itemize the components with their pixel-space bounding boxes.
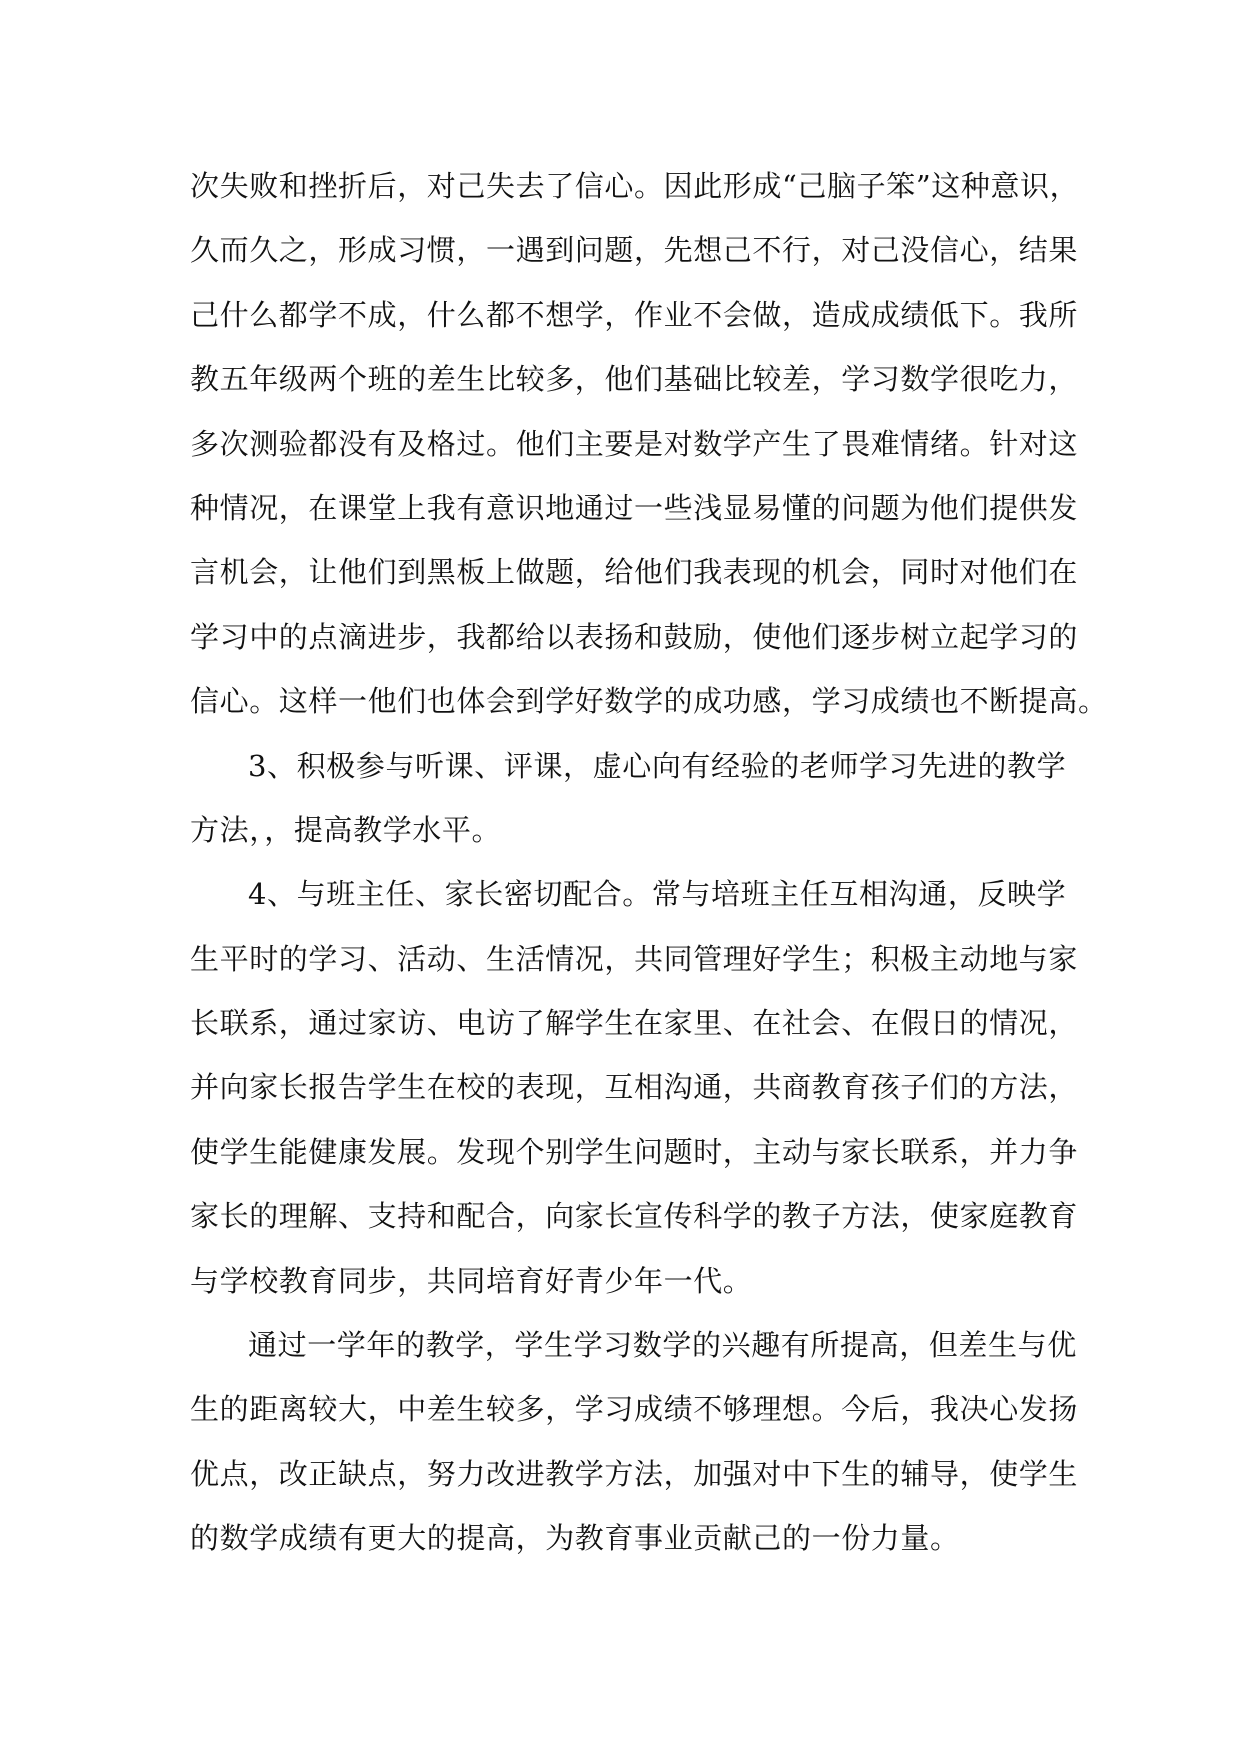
text-line: 长联系，通过家访、电访了解学生在家里、在社会、在假日的情况， <box>190 1006 1079 1041</box>
text-line: 生平时的学习、活动、生活情况，共同管理好学生；积极主动地与家 <box>190 941 1079 976</box>
text-line: 生的距离较大，中差生较多，学习成绩不够理想。今后，我决心发扬 <box>190 1392 1079 1427</box>
text-line: 家长的理解、支持和配合，向家长宣传科学的教子方法，使家庭教育 <box>190 1199 1079 1234</box>
document-body <box>190 154 1108 1571</box>
text-line: 教五年级两个班的差生比较多，他们基础比较差，学习数学很吃力， <box>190 362 1079 397</box>
text-line: 种情况，在课堂上我有意识地通过一些浅显易懂的问题为他们提供发 <box>190 490 1079 525</box>
text-line: 学习中的点滴进步，我都给以表扬和鼓励，使他们逐步树立起学习的 <box>190 619 1079 654</box>
text-line: 通过一学年的教学，学生学习数学的兴趣有所提高，但差生与优 <box>248 1328 1077 1363</box>
text-line: 多次测验都没有及格过。他们主要是对数学产生了畏难情绪。针对这 <box>190 426 1079 461</box>
text-line: 优点，改正缺点，努力改进教学方法，加强对中下生的辅导，使学生 <box>190 1456 1079 1491</box>
text-line: 的数学成绩有更大的提高，为教育事业贡献己的一份力量。 <box>190 1521 960 1556</box>
text-line: 3、积极参与听课、评课，虚心向有经验的老师学习先进的教学 <box>248 748 1067 783</box>
text-line: 并向家长报告学生在校的表现，互相沟通，共商教育孩子们的方法， <box>190 1070 1079 1105</box>
text-line: 信心。这样一他们也体会到学好数学的成功感，学习成绩也不断提高。 <box>190 684 1108 719</box>
text-line: 与学校教育同步，共同培育好青少年一代。 <box>190 1263 753 1298</box>
text-line: 使学生能健康发展。发现个别学生问题时，主动与家长联系，并力争 <box>190 1134 1079 1169</box>
text-line: 己什么都学不成，什么都不想学，作业不会做，造成成绩低下。我所 <box>190 297 1079 332</box>
text-line: 言机会，让他们到黑板上做题，给他们我表现的机会，同时对他们在 <box>190 555 1079 590</box>
text-line: 方法，，提高教学水平。 <box>190 812 502 847</box>
text-line: 次失败和挫折后，对己失去了信心。因此形成“己脑子笨”这种意识， <box>190 169 1080 203</box>
text-line: 4、与班主任、家长密切配合。常与培班主任互相沟通，反映学 <box>248 877 1067 912</box>
text-line: 久而久之，形成习惯，一遇到问题，先想己不行，对己没信心，结果 <box>190 233 1079 268</box>
